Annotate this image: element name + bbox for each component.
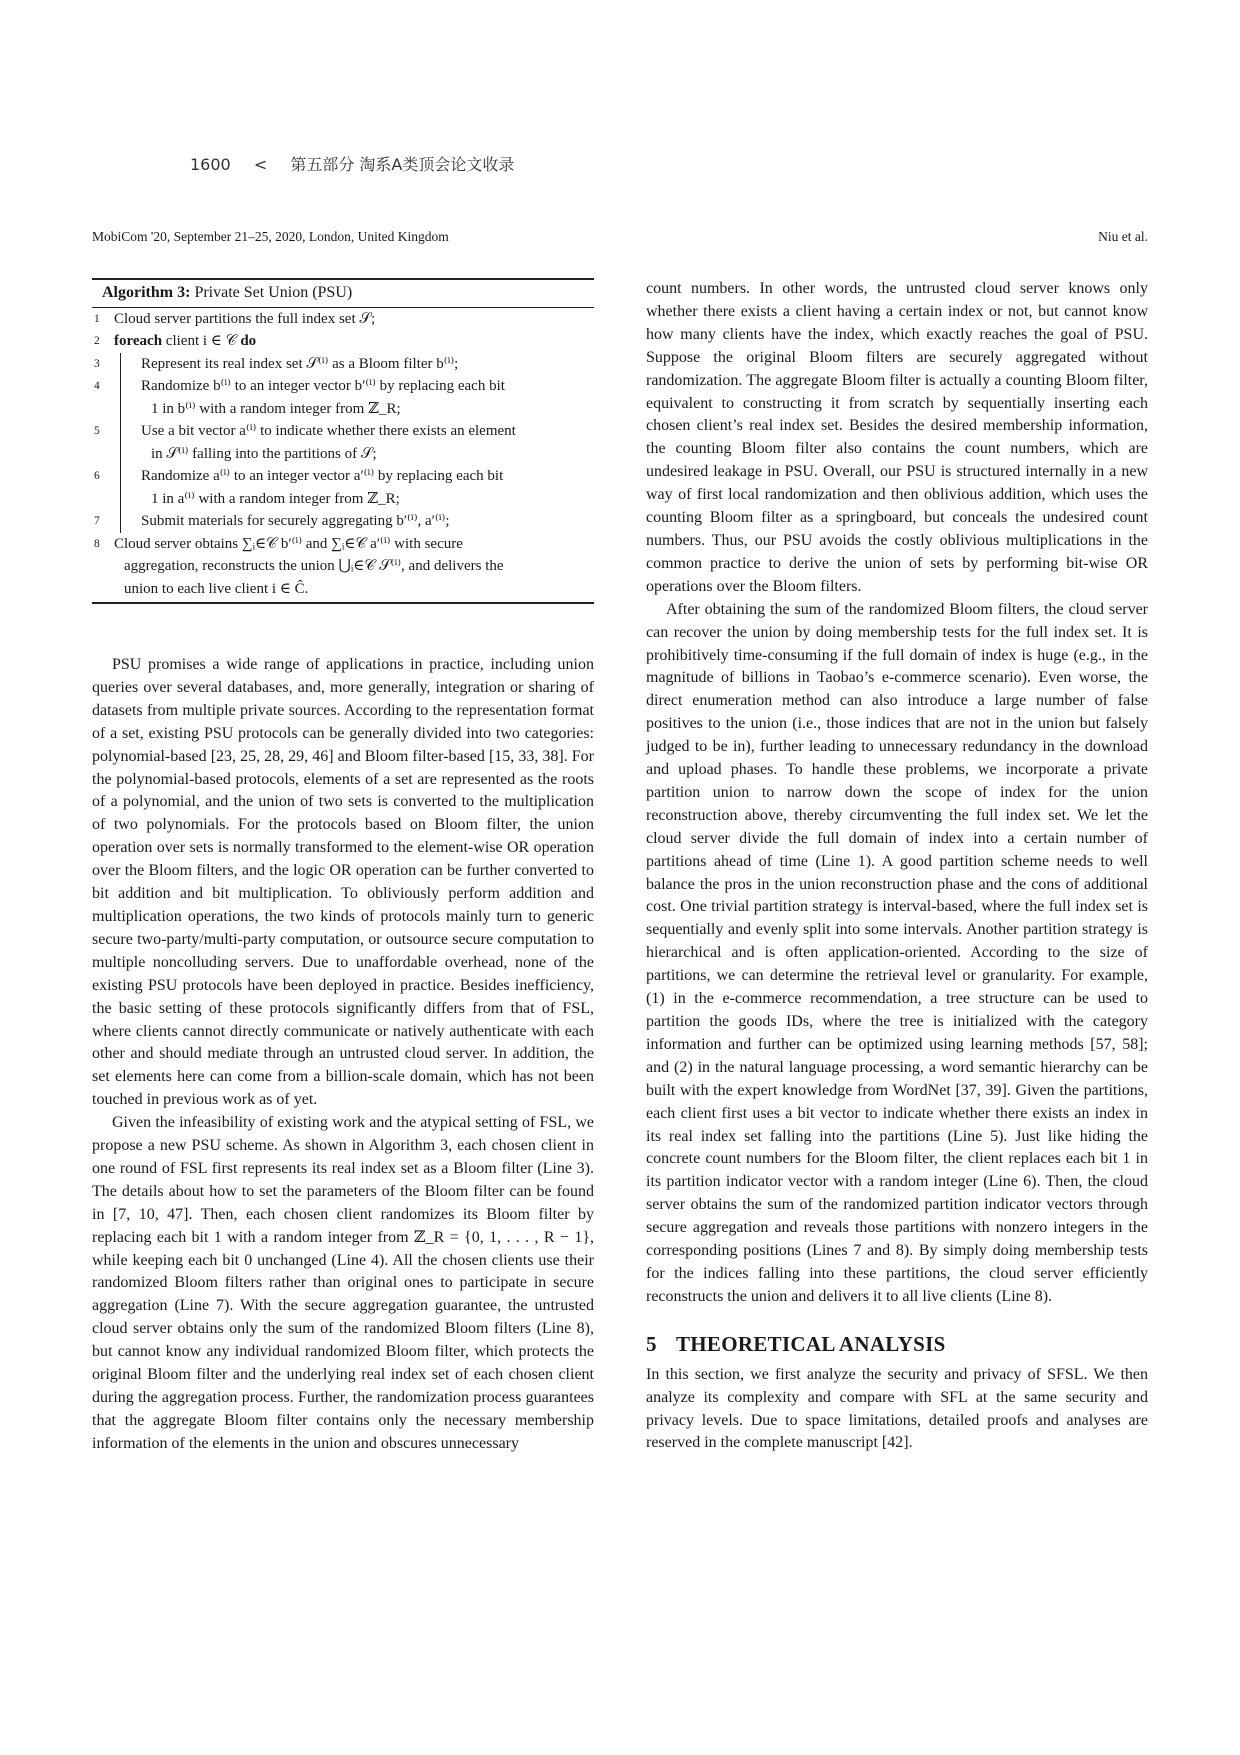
book-section-title: 第五部分 淘系A类顶会论文收录	[290, 155, 515, 174]
line-continuation: union to each live client i ∈ Ĉ.	[124, 580, 309, 597]
section-heading	[646, 1333, 1148, 1356]
line-continuation: aggregation, reconstructs the union ⋃ᵢ∈𝒞 𝒮⁽ⁱ⁾, and delivers the	[124, 558, 504, 574]
keyword-foreach: foreach	[114, 333, 163, 349]
book-header-separator: <	[253, 155, 268, 174]
line-continuation: 1 in b⁽ⁱ⁾ with a random integer from ℤ_R;	[151, 400, 401, 417]
line-text: Represent its real index set 𝒮⁽ⁱ⁾ as a Bloom filter b⁽ⁱ⁾;	[141, 355, 459, 372]
algorithm-loop-body	[92, 353, 594, 533]
keyword-do: do	[240, 333, 257, 349]
line-number: 7	[94, 515, 100, 527]
section-title: THEORETICAL ANALYSIS	[675, 1331, 946, 1356]
algorithm-line-1	[92, 308, 594, 331]
line-number: 2	[94, 335, 100, 347]
line-number: 1	[94, 312, 100, 325]
algorithm-name: Private Set Union (PSU)	[194, 284, 353, 301]
body-paragraph: In this section, we first analyze the security and privacy of SFSL. We then analyze its complexity and compare with SFL at the same security and privacy levels. Due to space limitations, detailed proofs and analyses are reserved in the complete manuscript [42].	[646, 1365, 1148, 1452]
algorithm-line-8	[92, 533, 594, 601]
loop-line-numbers	[92, 353, 112, 533]
line-number: 4	[94, 380, 100, 392]
loop-bracket	[120, 353, 594, 533]
running-header	[92, 229, 1148, 245]
line-continuation: in 𝒮⁽ⁱ⁾ falling into the partitions of 𝒮;	[151, 445, 377, 462]
line-number: 5	[94, 425, 100, 437]
running-header-right: Niu et al.	[1098, 229, 1148, 244]
book-page-number: 1600	[190, 155, 231, 174]
left-column	[92, 278, 594, 1456]
line-text: Cloud server obtains ∑ᵢ∈𝒞 b′⁽ⁱ⁾ and ∑ᵢ∈𝒞 a′⁽ⁱ⁾ with secure	[114, 535, 463, 552]
line-text: Cloud server partitions the full index set 𝒮;	[114, 310, 376, 327]
line-text: client i ∈ 𝒞	[165, 333, 237, 349]
algorithm-line-2	[92, 330, 594, 353]
right-column	[646, 278, 1148, 1455]
body-paragraph: PSU promises a wide range of applications in practice, including union queries over several databases, and, more generally, integration or sharing of datasets from multiple private sources. According to the representation format of a set, existing PSU protocols can be generally divided into two categories: polynomial-based [23, 25, 28, 29, 46] and Bloom filter-based [15, 33, 38]. For the polynomial-based protocols, elements of a set are represented as the roots of a polynomial, and the union of two sets is converted to the multiplication of two polynomials. For the protocols based on Bloom filter, the union operation over sets is normally transformed to the element-wise OR operation over the Bloom filters, and the logic OR operation can be further converted to bit addition and bit multiplication. To obliviously perform addition and multiplication operations, the two kinds of protocols mainly turn to generic secure two-party/multi-party computation, or outsource secure computation to multiple noncolluding servers. Due to unaffordable overhead, none of the existing PSU protocols have been deployed in practice. Besides inefficiency, the basic setting of these protocols significantly differs from that of FSL, where clients cannot directly communicate or natively authenticate with each other and should mediate through an untrusted cloud server. In addition, the set elements here can come from a billion-scale domain, which has not been touched in previous work as of yet.	[92, 656, 594, 1109]
body-paragraph: After obtaining the sum of the randomized Bloom filters, the cloud server can recover the union by doing membership tests for the full index set. It is prohibitively time-consuming if the full domain of index is huge (e.g., in the magnitude of billions in Taobao’s e-commerce scenario). Even worse, the direct enumeration method can also introduce a large number of false positives to the union (i.e., those indices that are not in the union but falsely judged to be in), further leading to unnecessary redundancy in the download and upload phases. To handle these problems, we incorporate a private partition union to narrow down the scope of index for the union reconstruction above, thereby circumventing the full index set. We let the cloud server divide the full domain of index into a certain number of partitions ahead of time (Line 1). A good partition scheme needs to well balance the pros in the union reconstruction phase and the cons of additional cost. One trivial partition strategy is interval-based, where the full index set is sequentially and evenly split into some intervals. Another partition strategy is hierarchical and is often application-oriented. According to the size of partitions, we can determine the retrieval level or granularity. For example, (1) in the e-commerce recommendation, a tree structure can be used to partition the goods IDs, where the tree is initialized with the category information and further can be optimized using learning methods [57, 58]; and (2) in the natural language processing, a word semantic hierarchy can be built with the expert knowledge from WordNet [37, 39]. Given the partitions, each client first uses a bit vector to indicate whether there exists an index in its real index set falling into the partitions (Line 5). Just like hiding the concrete count numbers for the Bloom filter, the client replaces each bit 1 in its partition indicator vector with a random integer (Line 6). Then, the cloud server obtains the sum of the randomized partition indicator vectors through secure aggregation and reveals those partitions with nonzero integers in the corresponding positions (Lines 7 and 8). By simply doing membership tests for the indices falling into these partitions, the cloud server efficiently reconstructs the union and delivers it to all live clients (Line 8).	[646, 600, 1148, 1305]
line-text: Use a bit vector a⁽ⁱ⁾ to indicate whether there exists an element	[141, 423, 516, 439]
section-number: 5	[646, 1331, 657, 1356]
line-text: Randomize b⁽ⁱ⁾ to an integer vector b′⁽ⁱ⁾ by replacing each bit	[141, 378, 505, 394]
algorithm-label: Algorithm 3:	[102, 284, 191, 301]
line-text: Submit materials for securely aggregating b′⁽ⁱ⁾, a′⁽ⁱ⁾;	[141, 513, 450, 529]
book-header	[190, 152, 532, 175]
line-text: Randomize a⁽ⁱ⁾ to an integer vector a′⁽ⁱ⁾ by replacing each bit	[141, 468, 504, 484]
algorithm-title	[92, 280, 594, 308]
line-number: 6	[94, 470, 100, 482]
running-header-left: MobiCom '20, September 21–25, 2020, London, United Kingdom	[92, 229, 449, 244]
line-number: 8	[94, 537, 100, 550]
algorithm-box	[92, 278, 594, 604]
body-paragraph: count numbers. In other words, the untrusted cloud server knows only whether there exists a client having a certain index or not, but cannot know how many clients have the index, which exactly reaches the goal of PSU. Suppose the original Bloom filters are securely aggregated without randomization. The aggregate Bloom filter is actually a counting Bloom filter, equivalent to constructing it from scratch by sequentially inserting each chosen client’s real index set. Besides the desired membership information, the counting Bloom filter also contains the count numbers, which are undesired leakage in PSU. Overall, our PSU is structured internally in a new way of first local randomization and then oblivious addition, which uses the counting Bloom filter as a springboard, but conceals the undesired count numbers. Thus, our PSU avoids the costly oblivious multiplications in the common practice to derive the union of sets by performing bit-wise OR operations over the Bloom filters.	[646, 280, 1148, 595]
line-number: 3	[94, 357, 100, 370]
line-continuation: 1 in a⁽ⁱ⁾ with a random integer from ℤ_R;	[151, 490, 400, 507]
body-paragraph: Given the infeasibility of existing work and the atypical setting of FSL, we propose a new PSU scheme. As shown in Algorithm 3, each chosen client in one round of FSL first represents its real index set as a Bloom filter (Line 3). The details about how to set the parameters of the Bloom filter can be found in [7, 10, 47]. Then, each chosen client randomizes its Bloom filter by replacing each bit 1 with a random integer from ℤ_R = {0, 1, . . . , R − 1}, while keeping each bit 0 unchanged (Line 4). All the chosen clients use their randomized Bloom filters rather than original ones to participate in secure aggregation (Line 7). With the secure aggregation guarantee, the untrusted cloud server obtains only the sum of the randomized Bloom filters (Line 8), but cannot know any individual randomized Bloom filter, which protects the original Bloom filter and the underlying real index set of each chosen client during the aggregation process. Further, the randomization process guarantees that the aggregate Bloom filter contains only the necessary membership information of the elements in the union and obscures unnecessary	[92, 1114, 594, 1452]
